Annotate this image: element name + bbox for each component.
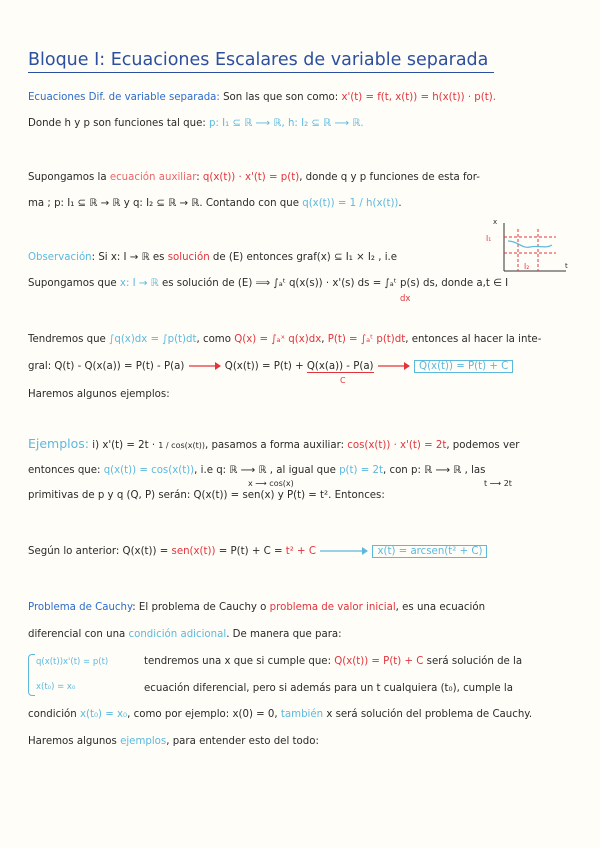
- system-equation-1: q(x(t))x'(t) = p(t): [36, 657, 109, 667]
- res-text-b: = P(t) + C =: [215, 546, 286, 557]
- ex-auxiliary-form: cos(x(t)) · x'(t) = 2t: [347, 440, 447, 451]
- arrow-right-icon: [319, 546, 369, 556]
- system-brace: [28, 654, 35, 696]
- cauchy-line-5: [28, 708, 576, 722]
- observation-line-2: [28, 277, 576, 291]
- cauchy-text-h: , como por ejemplo: x(0) = 0,: [127, 709, 281, 720]
- cauchy-text-i: x será solución del problema de Cauchy.: [323, 709, 533, 720]
- aux-text-b: :: [196, 172, 203, 183]
- definition-label: Ecuaciones Dif. de variable separada:: [28, 92, 220, 103]
- q-primitive: Q(x) = ∫ₐˣ q(x)dx: [234, 334, 322, 345]
- cauchy-line-2: [28, 628, 576, 642]
- cauchy-text-e: tendremos una x que si cumple que:: [144, 656, 335, 667]
- cauchy-text-a: : El problema de Cauchy o: [132, 602, 270, 613]
- dx-underlabel: dx: [400, 294, 411, 304]
- additional-condition: condición adicional: [128, 629, 227, 640]
- ex-text-a: i) x'(t) = 2t ·: [89, 440, 159, 451]
- graph-i1-label: I₁: [486, 234, 492, 243]
- aux-label: ecuación auxiliar: [109, 172, 197, 183]
- cauchy-text-b: , es una ecuación: [395, 602, 486, 613]
- res-text-a: Según lo anterior: Q(x(t)) =: [28, 546, 172, 557]
- ex-p-def: p(t) = 2t: [339, 465, 383, 476]
- cauchy-text-j: Haremos algunos: [28, 736, 121, 747]
- prim-text-a: Tendremos que: [28, 334, 110, 345]
- prim-text-d: , entonces al hacer la inte-: [405, 334, 542, 345]
- rearranged-eq: Q(x(t)) = P(t) +: [224, 361, 307, 372]
- ex-q-def: q(x(t)) = cos(x(t)): [103, 465, 195, 476]
- obs-text-e: , donde a,t ∈ I: [434, 278, 509, 289]
- cauchy-text-c: diferencial con una: [28, 629, 129, 640]
- aux-text-c: , donde q y p funciones de esta for-: [299, 172, 480, 183]
- obs-text-b: de (E) entonces graf(x) ⊆ I₁ × I₂ , i.e: [209, 252, 398, 263]
- aux-formula: q(x(t)) · x'(t) = p(t): [202, 172, 300, 183]
- result-box: Q(x(t)) = P(t) + C: [414, 360, 513, 373]
- graph-i2-label: I₂: [524, 262, 530, 271]
- obs-text-c: Supongamos que: [28, 278, 120, 289]
- integral-equality: ∫q(x)dx = ∫p(t)dt: [109, 334, 197, 345]
- aux-text-d: ma ; p: I₁ ⊆ ℝ → ℝ y q: I₂ ⊆ ℝ → ℝ. Contando con que: [28, 198, 303, 209]
- cauchy-line-3: [144, 655, 576, 669]
- cauchy-text-k: , para entender esto del todo:: [166, 736, 319, 747]
- arrow-right-icon: [188, 361, 222, 371]
- q-mapping-note: x ⟶ cos(x): [248, 479, 294, 488]
- auxiliary-line-2: [28, 197, 576, 211]
- example-line-3: primitivas de p y q (Q, P) serán: Q(x(t)) = sen(x) y P(t) = t². Entonces:: [28, 490, 385, 501]
- integral-equation: ∫ₐᵗ q(x(s)) · x'(s) ds = ∫ₐᵗ p(s) ds: [273, 278, 435, 289]
- cauchy-line-1: [28, 601, 576, 615]
- examples-label: Ejemplos:: [28, 436, 90, 451]
- tambien-word: también: [280, 709, 324, 720]
- primitives-line-2: [28, 360, 576, 374]
- initial-value-term: problema de valor inicial: [269, 602, 396, 613]
- title-underline: [28, 72, 494, 73]
- ex-fraction: 1 / cos(x(t)): [158, 441, 205, 450]
- integral-result: gral: Q(t) - Q(x(a)) = P(t) - P(a): [28, 361, 185, 372]
- functions-formula: p: I₁ ⊆ ℝ ⟶ ℝ, h: I₂ ⊆ ℝ ⟶ ℝ.: [209, 118, 364, 129]
- q-definition: q(x(t)) = 1 / h(x(t)): [302, 198, 399, 209]
- obs-text-a: : Si x: I → ℝ es: [91, 252, 168, 263]
- page-title: Bloque I: Ecuaciones Escalares de variable separada: [28, 50, 489, 70]
- graph-axis-t-label: t: [565, 262, 568, 270]
- cauchy-label: Problema de Cauchy: [28, 602, 133, 613]
- example-line-1: [28, 437, 576, 453]
- graph-sketch: [494, 219, 570, 277]
- p-primitive: P(t) = ∫ₐᵗ p(t)dt: [327, 334, 406, 345]
- auxiliary-line-1: [28, 171, 576, 185]
- ex-text-b: , pasamos a forma auxiliar:: [204, 440, 348, 451]
- definition-formula: x'(t) = f(t, x(t)) = h(x(t)) · p(t).: [341, 92, 496, 103]
- ex-text-f: , con p: ℝ ⟶ ℝ , las: [383, 465, 486, 476]
- definition-line-2: [28, 117, 576, 131]
- x-mapping: x: I → ℝ: [119, 278, 159, 289]
- res-t2c: t² + C: [285, 546, 316, 557]
- aux-text-e: .: [398, 198, 402, 209]
- aux-text-a: Supongamos la: [28, 172, 110, 183]
- examples-intro: Haremos algunos ejemplos:: [28, 389, 170, 400]
- cauchy-solution: Q(x(t)) = P(t) + C: [334, 656, 424, 667]
- constant-c-label: C: [340, 376, 346, 385]
- res-sen: sen(x(t)): [171, 546, 216, 557]
- cauchy-text-g: condición: [28, 709, 80, 720]
- constant-expression: Q(x(a)) - P(a): [306, 361, 374, 372]
- ex-text-e: , i.e q: ℝ ⟶ ℝ , al igual que: [194, 465, 340, 476]
- graph-axis-x-label: x: [493, 218, 498, 226]
- ejemplos-word: ejemplos: [120, 736, 167, 747]
- prim-text-b: , como: [196, 334, 235, 345]
- arcsen-result-box: x(t) = arcsen(t² + C): [372, 545, 487, 558]
- definition-text: Son las que son como:: [219, 92, 342, 103]
- observation-label: Observación: [28, 252, 92, 263]
- primitives-line-1: [28, 333, 576, 347]
- solution-word: solución: [167, 252, 210, 263]
- cauchy-text-f: será solución de la: [423, 656, 523, 667]
- cauchy-line-6: [28, 735, 576, 749]
- functions-text: Donde h y p son funciones tal que:: [28, 118, 210, 129]
- result-line: [28, 545, 576, 559]
- p-mapping-note: t ⟶ 2t: [484, 479, 512, 488]
- system-equation-2: x(t₀) = x₀: [36, 682, 76, 692]
- initial-condition: x(t₀) = x₀: [79, 709, 128, 720]
- obs-text-d: es solución de (E) ⟹: [158, 278, 274, 289]
- example-line-2: [28, 464, 576, 478]
- ex-text-c: , podemos ver: [446, 440, 520, 451]
- ex-text-d: entonces que:: [28, 465, 104, 476]
- prim-text-c: ,: [321, 334, 328, 345]
- arrow-right-icon: [377, 361, 411, 371]
- definition-line-1: [28, 91, 576, 105]
- cauchy-line-4: ecuación diferencial, pero si además para un t cualquiera (t₀), cumple la: [144, 683, 513, 694]
- cauchy-text-d: . De manera que para:: [226, 629, 342, 640]
